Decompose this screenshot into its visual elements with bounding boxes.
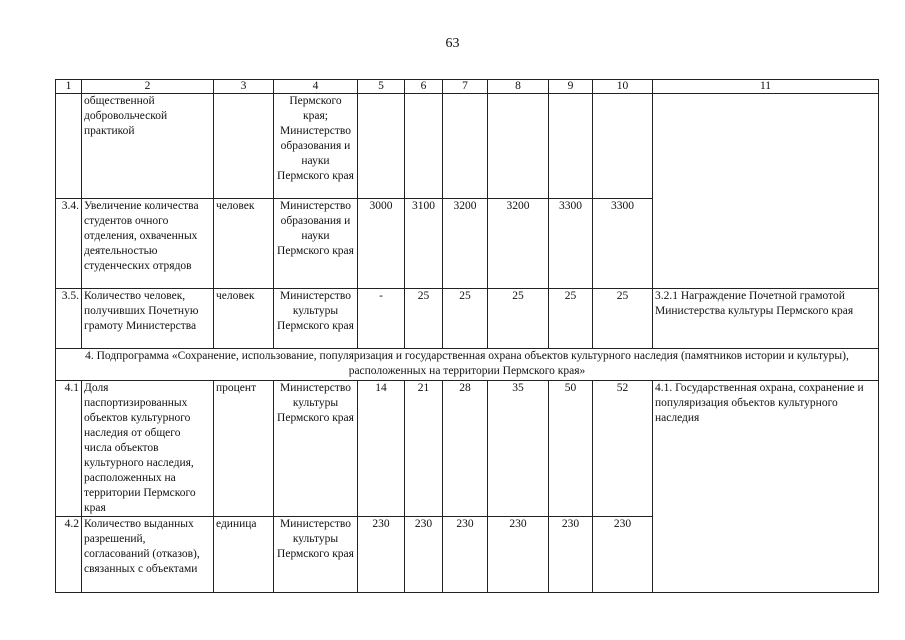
row-number: 3.5. bbox=[56, 289, 82, 349]
table-row bbox=[56, 94, 879, 199]
col-header: 8 bbox=[488, 80, 549, 94]
col-header: 2 bbox=[82, 80, 214, 94]
row-number: 4.2 bbox=[56, 517, 82, 593]
responsible-org: Министерство культуры Пермского края bbox=[274, 289, 358, 349]
table-row bbox=[56, 289, 879, 349]
section-row bbox=[56, 349, 879, 381]
col-header: 11 bbox=[653, 80, 879, 94]
value-cell: 3300 bbox=[549, 199, 593, 289]
indicator-name: общественной добровольческой практикой bbox=[82, 94, 214, 199]
col-header: 6 bbox=[405, 80, 443, 94]
value-cell: 35 bbox=[488, 381, 549, 517]
value-cell: 14 bbox=[358, 381, 405, 517]
indicator-name: Количество выданных разрешений, согласований (отказов), связанных с объектами bbox=[82, 517, 214, 593]
value-cell: 21 bbox=[405, 381, 443, 517]
value-cell: 230 bbox=[488, 517, 549, 593]
value-cell bbox=[358, 94, 405, 199]
value-cell: 28 bbox=[443, 381, 488, 517]
value-cell bbox=[443, 94, 488, 199]
indicator-name: Доля паспортизированных объектов культурного наследия от общего числа объектов культурного наследия, расположенных на территории Пермского края bbox=[82, 381, 214, 517]
indicator-name: Увеличение количества студентов очного отделения, охваченных деятельностью студенческих отрядов bbox=[82, 199, 214, 289]
value-cell: 230 bbox=[443, 517, 488, 593]
responsible-org: Министерство образования и науки Пермского края bbox=[274, 199, 358, 289]
value-cell: 230 bbox=[593, 517, 653, 593]
col-header: 3 bbox=[214, 80, 274, 94]
col-header: 7 bbox=[443, 80, 488, 94]
responsible-org: Министерство культуры Пермского края bbox=[274, 517, 358, 593]
col-header: 9 bbox=[549, 80, 593, 94]
value-cell: 25 bbox=[405, 289, 443, 349]
value-cell: 3200 bbox=[488, 199, 549, 289]
measure-cell: 4.1. Государственная охрана, сохранение и популяризация объектов культурного наследия bbox=[653, 381, 879, 593]
row-number bbox=[56, 94, 82, 199]
row-number: 3.4. bbox=[56, 199, 82, 289]
value-cell: 3000 bbox=[358, 199, 405, 289]
value-cell: 230 bbox=[405, 517, 443, 593]
col-header: 10 bbox=[593, 80, 653, 94]
unit: единица bbox=[214, 517, 274, 593]
unit bbox=[214, 94, 274, 199]
unit: человек bbox=[214, 199, 274, 289]
value-cell: 3200 bbox=[443, 199, 488, 289]
responsible-org: Министерство культуры Пермского края bbox=[274, 381, 358, 517]
value-cell: 50 bbox=[549, 381, 593, 517]
col-header: 4 bbox=[274, 80, 358, 94]
value-cell: 230 bbox=[358, 517, 405, 593]
page-number: 63 bbox=[445, 36, 460, 51]
measure-cell bbox=[653, 94, 879, 289]
section-title: 4. Подпрограмма «Сохранение, использование, популяризация и государственная охрана объектов культурного наследия (памятников истории и культуры), расположенных на территории Пермского края» bbox=[56, 349, 879, 381]
value-cell bbox=[488, 94, 549, 199]
value-cell: - bbox=[358, 289, 405, 349]
unit: человек bbox=[214, 289, 274, 349]
indicator-name: Количество человек, получивших Почетную грамоту Министерства bbox=[82, 289, 214, 349]
value-cell bbox=[405, 94, 443, 199]
value-cell: 25 bbox=[593, 289, 653, 349]
table-row bbox=[56, 381, 879, 517]
value-cell: 3100 bbox=[405, 199, 443, 289]
indicators-table bbox=[55, 79, 879, 593]
value-cell: 25 bbox=[549, 289, 593, 349]
col-header: 5 bbox=[358, 80, 405, 94]
measure-cell: 3.2.1 Награждение Почетной грамотой Министерства культуры Пермского края bbox=[653, 289, 879, 349]
responsible-org: Пермского края; Министерство образования и науки Пермского края bbox=[274, 94, 358, 199]
value-cell bbox=[549, 94, 593, 199]
value-cell: 25 bbox=[488, 289, 549, 349]
row-number: 4.1 bbox=[56, 381, 82, 517]
unit: процент bbox=[214, 381, 274, 517]
value-cell: 52 bbox=[593, 381, 653, 517]
value-cell: 25 bbox=[443, 289, 488, 349]
value-cell bbox=[593, 94, 653, 199]
value-cell: 230 bbox=[549, 517, 593, 593]
header-row bbox=[56, 80, 879, 94]
value-cell: 3300 bbox=[593, 199, 653, 289]
col-header: 1 bbox=[56, 80, 82, 94]
